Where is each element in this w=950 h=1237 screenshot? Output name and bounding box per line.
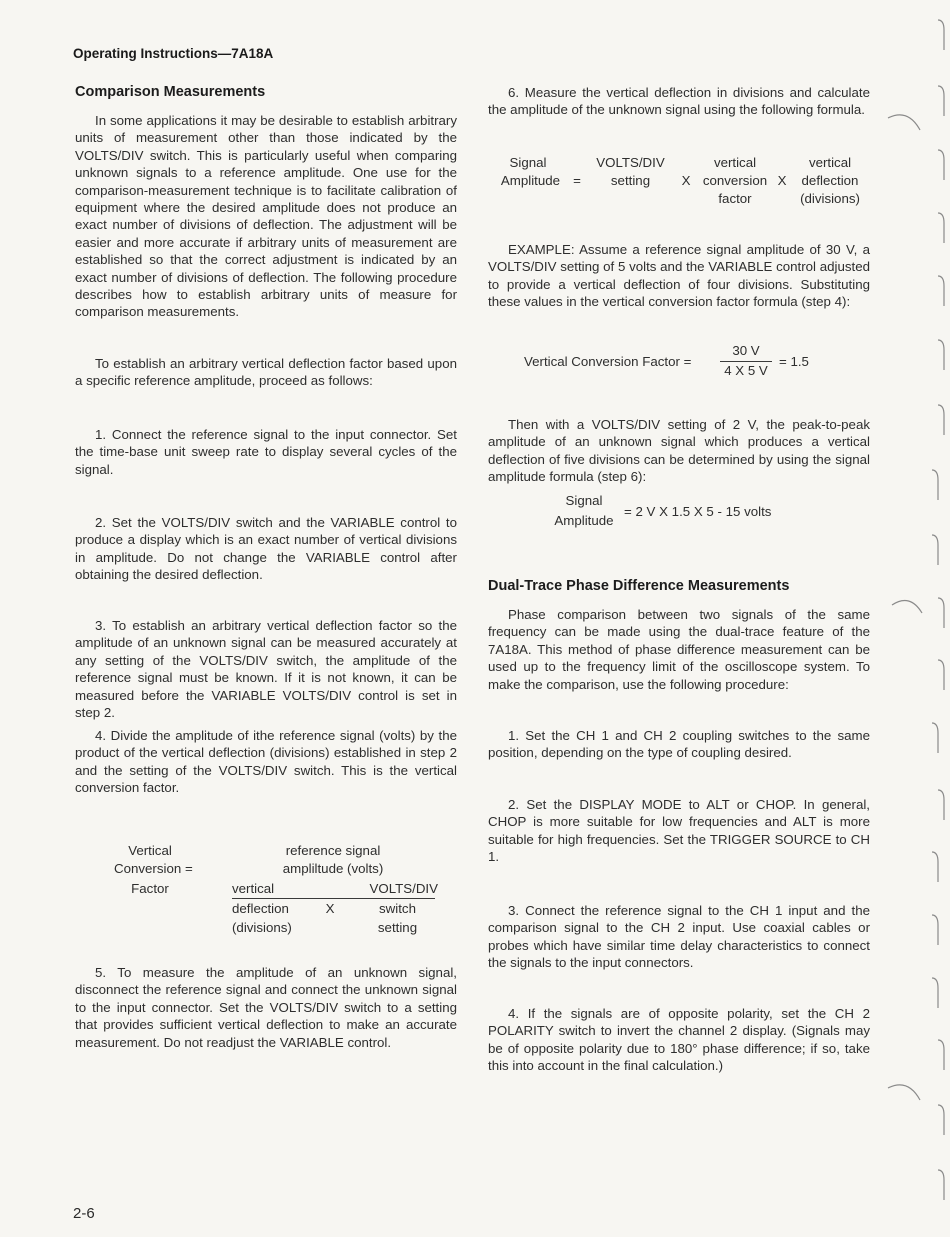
sa-formula-a1: Signal [509, 155, 547, 170]
sa-formula-eq: = [573, 173, 581, 188]
sa-formula-d2: deflection [801, 173, 859, 188]
formula-denominator-a2: deflection [232, 901, 289, 916]
phase-step-1: 1. Set the CH 1 and CH 2 coupling switches to the same position, depending on the type of coupling desired. [488, 728, 870, 761]
sa-formula-c1: vertical [713, 155, 757, 170]
vcf-example-formula [488, 342, 870, 386]
sa-formula-b2: setting [610, 173, 651, 188]
sa-formula-d3: (divisions) [800, 191, 860, 206]
step-1: 1. Connect the reference signal to the input connector. Set the time-base unit sweep rate to display several cycles of the signal. [75, 427, 457, 477]
example-paragraph: EXAMPLE: Assume a reference signal amplitude of 30 V, a VOLTS/DIV setting of 5 volts and the VARIABLE control adjusted to provide a vertical deflection of four divisions. Substituting these values in the vertical conversion factor formula (step 4): [488, 242, 870, 310]
conversion-factor-formula [75, 840, 457, 940]
section-heading-comparison: Comparison Measurements [75, 84, 266, 100]
sa-formula-b1: VOLTS/DIV [596, 155, 665, 170]
sa-example-l1: Signal [565, 493, 603, 508]
vcf-result: = 1.5 [779, 354, 809, 369]
step-6: 6. Measure the vertical deflection in divisions and calculate the amplitude of the unknown signal using the following formula. [488, 85, 870, 118]
section-heading-phase: Dual-Trace Phase Difference Measurements [488, 578, 790, 594]
step-5: 5. To measure the amplitude of an unknown signal, disconnect the reference signal and connect the unknown signal to the input connector. Set the VOLTS/DIV switch to a setting that provides sufficient vertical deflection to make an accurate measurement. Do not readjust the VARIABLE control. [75, 965, 457, 1050]
page-number: 2-6 [73, 1205, 95, 1222]
sa-formula-c3: factor [718, 191, 752, 206]
formula-denominator-b2: switch [379, 901, 416, 916]
vcf-label: Vertical Conversion Factor = [524, 354, 692, 369]
sa-formula-d1: vertical [808, 155, 852, 170]
formula-lhs-line1: Vertical [128, 843, 172, 858]
formula-denominator-x: X [325, 901, 335, 916]
running-head: Operating Instructions—7A18A [73, 46, 274, 61]
formula-denominator-b3: setting [377, 920, 418, 935]
formula-fraction-bar [232, 898, 435, 899]
phase-step-4: 4. If the signals are of opposite polarity, set the CH 2 POLARITY switch to invert the channel 2 display. (Signals may be of opposite polarity due to 180° phase difference; if so, take this into account in the final calculation.) [488, 1006, 870, 1074]
intro-paragraph: In some applications it may be desirable to establish arbitrary units of measurement other than those indicated by the VOLTS/DIV switch. This is particularly useful when comparing unknown signals to a reference amplitude. One use for the comparison-measurement technique is to facilitate calibration of equipment where the desired amplitude does not produce an exact number of divisions of deflection. The adjustment will be easier and more accurate if arbitrary units of measurement are established so that the correct adjustment is indicated by an exact number of divisions of deflection. The following procedure describes how to establish arbitrary units of measure for comparison measurements. [75, 113, 457, 320]
formula-denominator-a3: (divisions) [232, 920, 292, 935]
phase-step-2: 2. Set the DISPLAY MODE to ALT or CHOP. In general, CHOP is more suitable for low frequencies and ALT is more suitable for high frequencies. Set the TRIGGER SOURCE to CH 1. [488, 797, 870, 865]
then-paragraph: Then with a VOLTS/DIV setting of 2 V, the peak-to-peak amplitude of an unknown signal which produces a vertical deflection of five divisions can be determined by using the signal amplitude formula (step 6): [488, 417, 870, 485]
vcf-denominator: 4 X 5 V [724, 363, 768, 378]
formula-numerator-line1: reference signal [285, 843, 381, 858]
lead-paragraph: To establish an arbitrary vertical deflection factor based upon a specific reference amplitude, proceed as follows: [75, 356, 457, 389]
step-3: 3. To establish an arbitrary vertical deflection factor so the amplitude of an unknown signal can be measured accurately at any setting of the VOLTS/DIV switch, the amplitude of the reference signal must be known. If it is not known, it can be measured before the VARIABLE VOLTS/DIV control is set in step 2. [75, 618, 457, 721]
sa-example-l2: Amplitude [554, 513, 614, 528]
sa-example-expression: = 2 V X 1.5 X 5 - 15 volts [624, 504, 772, 519]
formula-numerator-line2: ampliltude (volts) [282, 861, 384, 876]
sa-formula-c2: conversion [702, 173, 768, 188]
signal-amplitude-formula [488, 154, 870, 214]
phase-step-3: 3. Connect the reference signal to the CH 1 input and the comparison signal to the CH 2 input. Use coaxial cables or probes which have similar time delay characteristics to connect the signals to the input connectors. [488, 903, 870, 971]
formula-lhs-line2: Conversion = [114, 861, 193, 876]
phase-intro: Phase comparison between two signals of the same frequency can be made using the dual-trace feature of the 7A18A. This method of phase difference measurement can be used up to the frequency limit of the oscilloscope system. To make the comparison, use the following procedure: [488, 607, 870, 692]
sa-formula-x1: X [681, 173, 691, 188]
formula-lhs-line3: Factor [131, 881, 169, 896]
step-4: 4. Divide the amplitude of ithe reference signal (volts) by the product of the vertical deflection (divisions) established in step 2 and the setting of the VOLTS/DIV switch. This is the vertical conversion factor. [75, 728, 457, 796]
formula-denominator-b1: VOLTS/DIV [369, 881, 438, 896]
sa-formula-x2: X [777, 173, 787, 188]
step-2: 2. Set the VOLTS/DIV switch and the VARIABLE control to produce a display which is an exact number of vertical divisions in amplitude. Do not change the VARIABLE control after obtaining the desired deflection. [75, 515, 457, 583]
vcf-numerator: 30 V [732, 343, 760, 358]
sa-formula-a2: Amplitude [500, 173, 561, 188]
binder-edge-marks [880, 0, 950, 1237]
signal-amplitude-example [488, 492, 870, 532]
formula-denominator-a1: vertical [232, 881, 275, 896]
